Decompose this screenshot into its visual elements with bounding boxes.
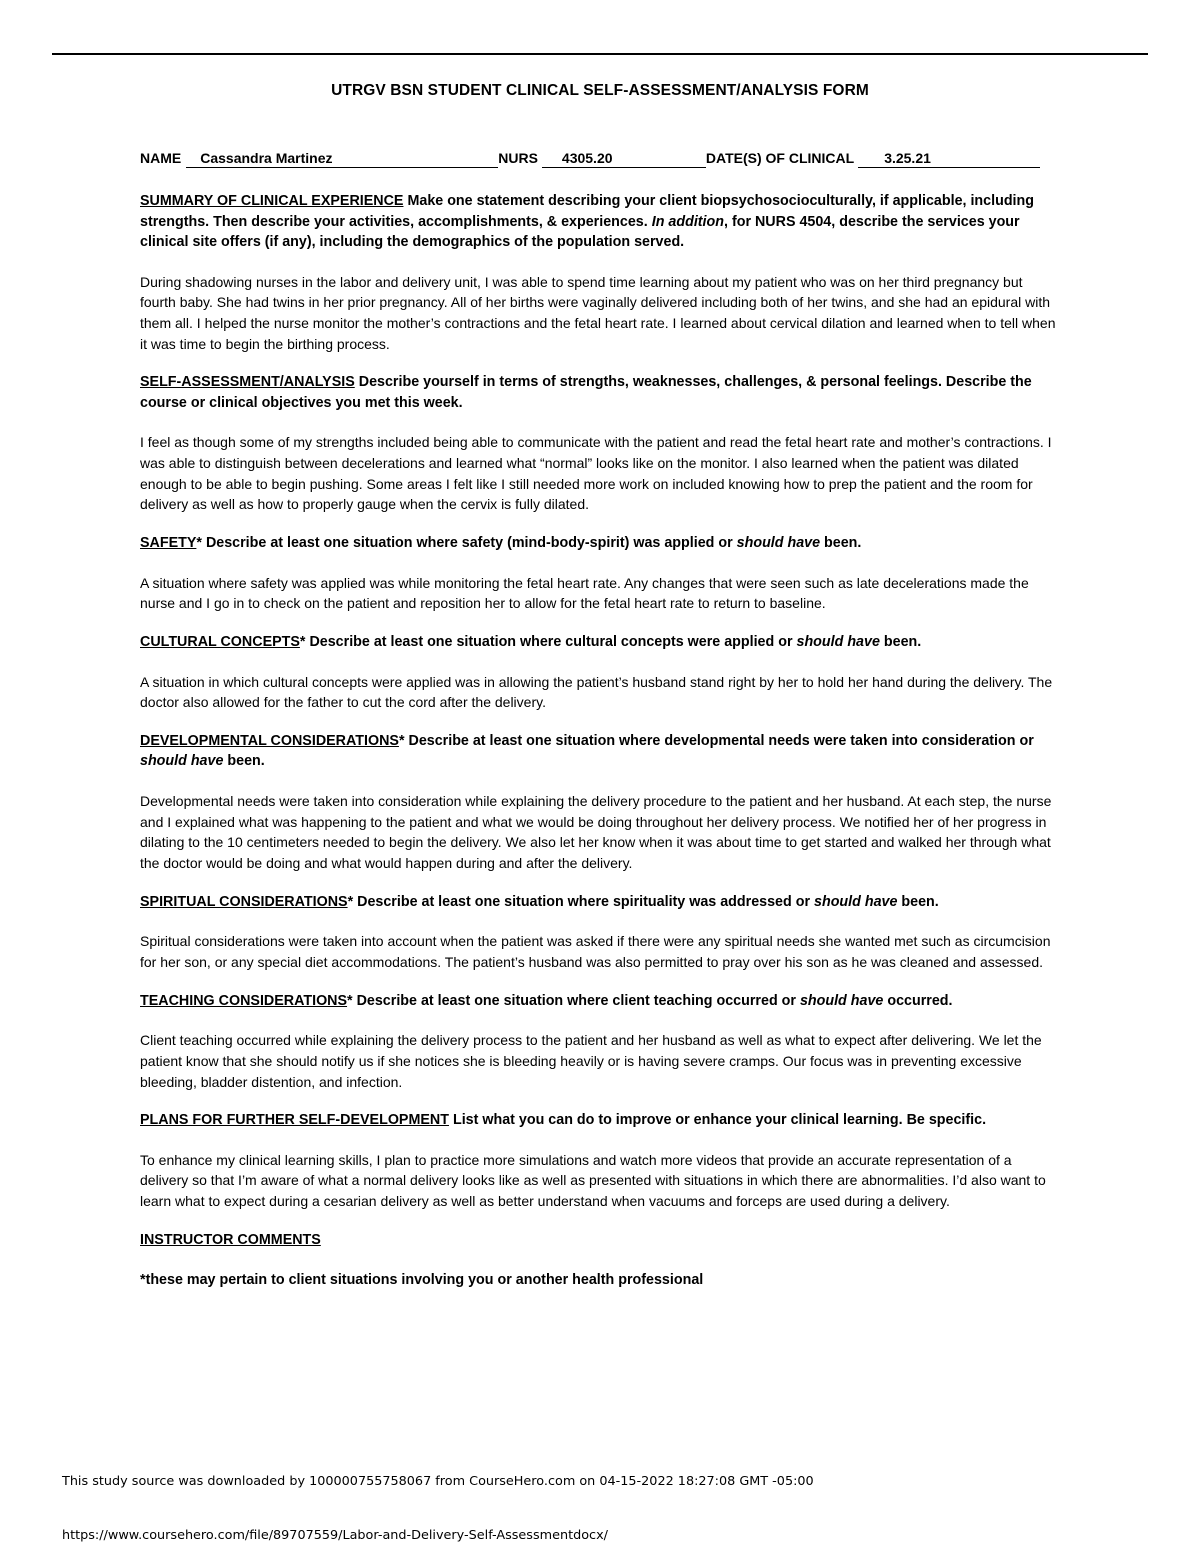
- heading-title: TEACHING CONSIDERATIONS: [140, 992, 348, 1009]
- heading-prompt-italic: In addition: [651, 213, 724, 230]
- section-heading: [140, 1110, 1062, 1131]
- heading-prompt: List what you can do to improve or enhance your clinical learning. Be specific.: [452, 1112, 987, 1129]
- heading-title: DEVELOPMENTAL CONSIDERATIONS: [140, 732, 399, 749]
- source-notice: This study source was downloaded by 100000755758067 from CourseHero.com on 04-15-2022 18:27:08 GMT -05:00: [62, 1474, 814, 1489]
- form-title: UTRGV BSN STUDENT CLINICAL SELF-ASSESSMENT/ANALYSIS FORM: [331, 82, 869, 99]
- section-safety: [140, 533, 1062, 614]
- name-label: NAME: [140, 150, 182, 166]
- section-heading: [140, 372, 1062, 413]
- footnote: *these may pertain to client situations involving you or another health professional: [140, 1271, 704, 1288]
- section-summary: [140, 191, 1062, 354]
- heading-prompt: * Describe at least one situation where safety (mind-body-spirit) was applied or: [196, 535, 733, 552]
- section-developmental: [140, 731, 1062, 874]
- section-heading: [140, 191, 1062, 253]
- heading-title: CULTURAL CONCEPTS: [140, 634, 300, 651]
- nurs-field[interactable]: 4305.20: [542, 150, 706, 168]
- section-heading: [140, 991, 1062, 1012]
- heading-prompt-italic: should have: [814, 893, 898, 910]
- heading-prompt: * Describe at least one situation where client teaching occurred or: [347, 992, 796, 1009]
- heading-title: PLANS FOR FURTHER SELF-DEVELOPMENT: [140, 1112, 449, 1129]
- heading-title: SELF-ASSESSMENT/ANALYSIS: [140, 374, 355, 391]
- heading-prompt: Make one statement describing your client biopsychosocioculturally, if applicable, including strengths. Then describe your activities, accomplishments, & experiences.: [140, 193, 1034, 230]
- section-answer: Client teaching occurred while explaining the delivery process to the patient and her husband as well as what to expect after delivering. We let the patient know that she should notify us if she notices she is bleeding heavily or is having severe cramps. Our focus was in preventing excessive bleeding, bladder distention, and infection.: [140, 1032, 1042, 1090]
- heading-prompt: * Describe at least one situation where spirituality was addressed or: [347, 893, 811, 910]
- heading-prompt: * Describe at least one situation where cultural concepts were applied or: [299, 634, 793, 651]
- section-heading: [140, 892, 1062, 913]
- section-plans: [140, 1110, 1062, 1212]
- nurs-label: NURS: [498, 150, 538, 166]
- date-label: DATE(S) OF CLINICAL: [705, 150, 855, 166]
- section-teaching: [140, 991, 1062, 1093]
- section-self-assessment: [140, 372, 1062, 515]
- heading-prompt-italic: should have: [796, 634, 880, 651]
- heading-prompt-italic: should have: [799, 992, 884, 1009]
- section-heading: [140, 731, 1062, 772]
- top-horizontal-rule: [52, 53, 1148, 55]
- heading-prompt-tail: been.: [897, 893, 939, 910]
- student-info-row: [140, 150, 1062, 170]
- heading-prompt-italic: should have: [140, 753, 224, 770]
- section-answer: To enhance my clinical learning skills, I plan to practice more simulations and watch more videos that provide an accurate representation of a delivery so that I’m aware of what a normal delivery looks like as well as presented with situations in which there are abnormalities. I’d also want to learn what to expect during a cesarian delivery as well as better understand when vacuums and forceps are used during a delivery.: [140, 1151, 1046, 1210]
- heading-prompt-italic: should have: [736, 535, 821, 552]
- date-field[interactable]: 3.25.21: [858, 150, 1040, 168]
- heading-prompt: * Describe at least one situation where developmental needs were taken into consideration or: [398, 732, 1034, 749]
- heading-prompt-tail: been.: [223, 753, 265, 770]
- instructor-comments-heading: INSTRUCTOR COMMENTS: [140, 1231, 321, 1248]
- section-answer: Developmental needs were taken into consideration while explaining the delivery procedure to the patient and her husband. At each step, the nurse and I explained what was happening to the patient and what we would be doing throughout her delivery process. We notified her of her progress in dilating to the 10 centimeters needed to begin the delivery. We also let her know when it was about time to get started and walked her through what the doctor would be doing and what would happen during and after the delivery.: [140, 792, 1052, 872]
- heading-prompt-tail: been.: [879, 634, 922, 651]
- heading-title: SUMMARY OF CLINICAL EXPERIENCE: [140, 193, 404, 209]
- heading-title: SAFETY: [140, 535, 197, 552]
- section-answer: During shadowing nurses in the labor and delivery unit, I was able to spend time learning about my patient who was on her third pregnancy but fourth baby. She had twins in her prior pregnancy. All of her births were vaginally delivered including both of her twins, and she had an epidural with them all. I helped the nurse monitor the mother’s contractions and the fetal heart rate. I learned about cervical dilation and learned when to tell when it was time to begin the birthing process.: [140, 273, 1056, 352]
- source-url[interactable]: https://www.coursehero.com/file/89707559/Labor-and-Delivery-Self-Assessmentdocx/: [62, 1528, 608, 1543]
- section-answer: A situation where safety was applied was while monitoring the fetal heart rate. Any changes that were seen such as late decelerations made the nurse and I go in to check on the patient and reposition her to allow for the fetal heart rate to return to baseline.: [140, 574, 1029, 612]
- heading-prompt-tail: , for NURS 4504, describe the services your clinical site offers (if any), including the demographics of the population served.: [140, 213, 1020, 250]
- form-body: [140, 150, 1062, 1290]
- section-heading: [140, 632, 1062, 653]
- heading-title: SPIRITUAL CONSIDERATIONS: [140, 893, 348, 910]
- heading-prompt-tail: been.: [820, 535, 862, 552]
- section-cultural: [140, 632, 1062, 713]
- section-heading: [140, 533, 1062, 554]
- section-spiritual: [140, 892, 1062, 973]
- section-answer: Spiritual considerations were taken into account when the patient was asked if there were any spiritual needs she wanted met such as circumcision for her son, or any special diet accommodations. The patient’s husband was also permitted to pray over his son as he was cleaned and assessed.: [140, 933, 1051, 970]
- name-field[interactable]: Cassandra Martinez: [186, 150, 498, 168]
- section-answer: A situation in which cultural concepts were applied was in allowing the patient’s husband stand right by her to hold her hand during the delivery. The doctor also allowed for the father to cut the cord after the delivery.: [140, 673, 1053, 711]
- section-answer: I feel as though some of my strengths included being able to communicate with the patient and read the fetal heart rate and mother’s contractions. I was able to distinguish between decelerations and learned what “normal” looks like on the monitor. I also learned when the patient was dilated enough to be able to begin pushing. Some areas I felt like I still needed more work on included knowing how to prep the patient and the room for delivery as well as how to properly gauge when the cervix is fully dilated.: [140, 434, 1052, 513]
- heading-prompt: Describe yourself in terms of strengths, weaknesses, challenges, & personal feelings. Describe the course or clinical objectives you met this week.: [140, 374, 1032, 411]
- heading-prompt-tail: occurred.: [883, 992, 953, 1009]
